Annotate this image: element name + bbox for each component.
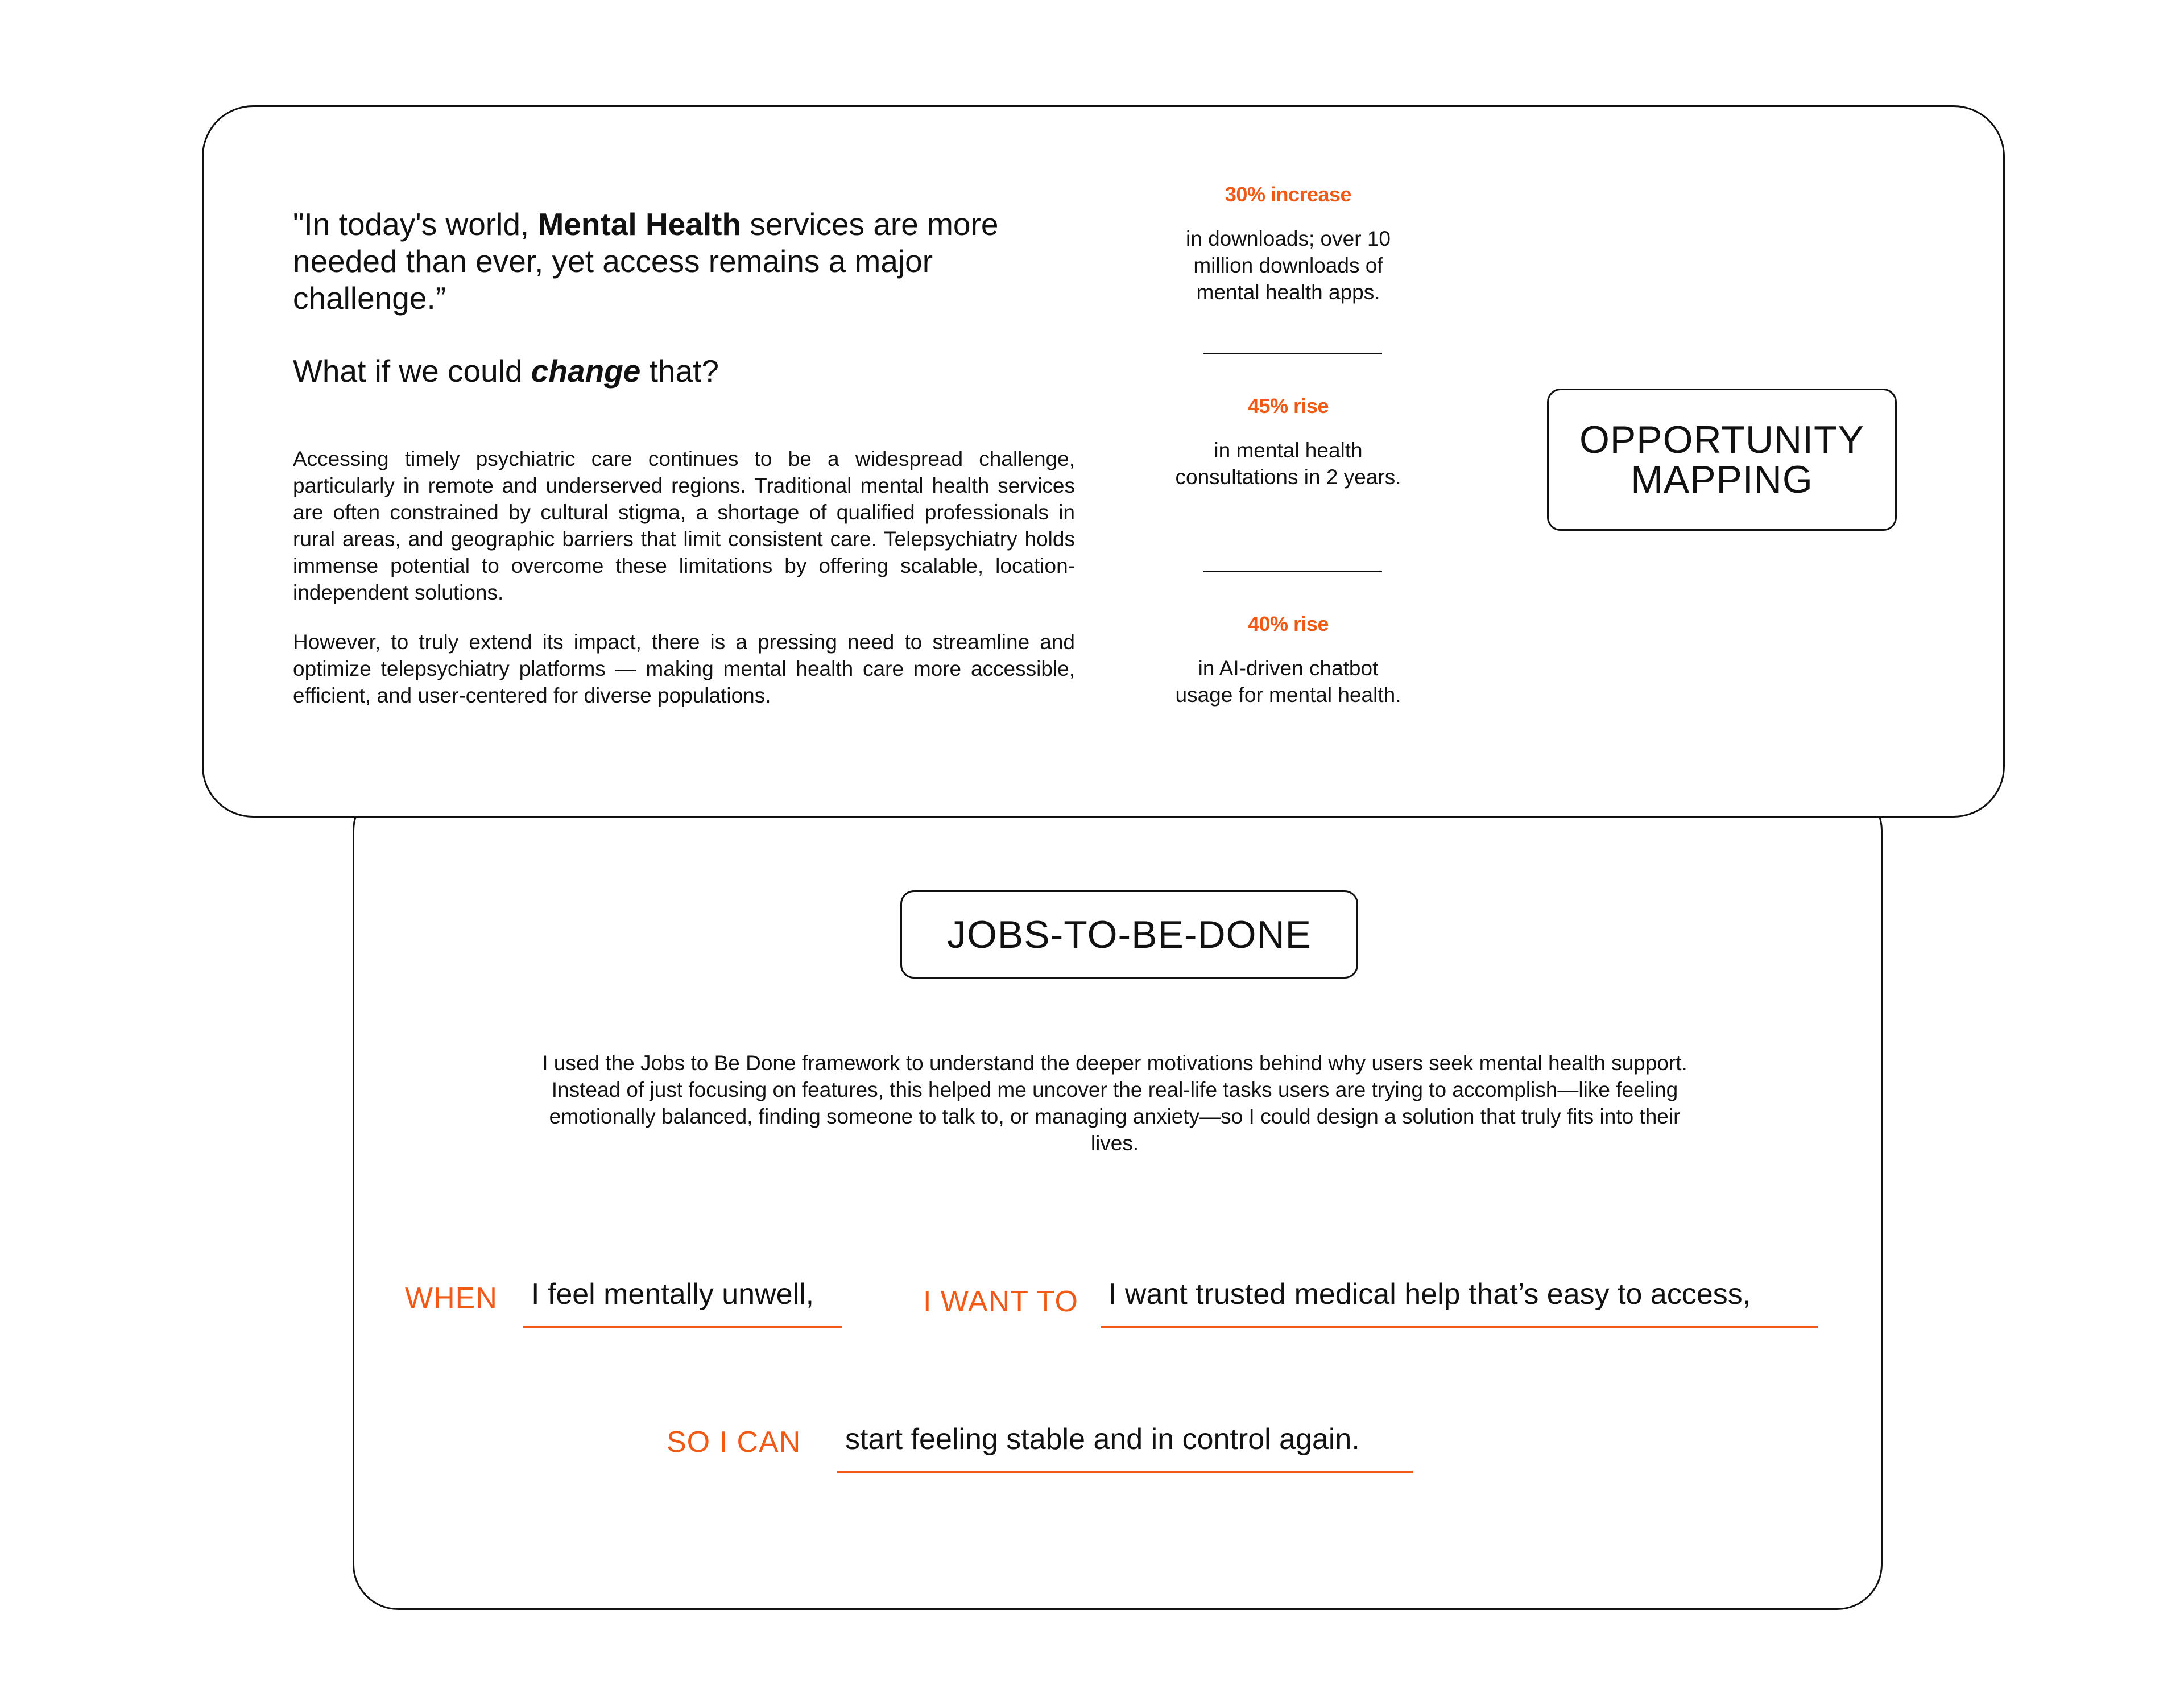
stat-divider <box>1203 571 1382 572</box>
quote-tail: services are more needed than ever, yet access remains a major challenge.” <box>293 207 999 316</box>
question-lead: What if we could <box>293 353 531 389</box>
opportunity-mapping-label: OPPORTUNITY MAPPING <box>1579 418 1864 501</box>
so-i-can-statement: start feeling stable and in control again. <box>837 1422 1413 1473</box>
quote-lead: "In today's world, <box>293 207 538 242</box>
intro-paragraph-2: However, to truly extend its impact, there is a pressing need to streamline and optimize telepsychiatry platforms — making mental health care more accessible, efficient, and user-centered for diverse populations. <box>293 630 1075 707</box>
jtbd-description: I used the Jobs to Be Done framework to understand the deeper motivations behind why users seek mental health support. Instead of just focusing on features, this helped me uncover the real-life tasks users are trying to accomplish—like feeling emotionally balanced, finding someone to talk to, or managing anxiety—so I could design a solution that truly fits into their lives. <box>542 1051 1687 1155</box>
stat-description: in downloads; over 10 million downloads of mental health apps. <box>1186 227 1391 304</box>
stat-description: in AI-driven chatbot usage for mental health. <box>1175 657 1401 707</box>
intro-question <box>293 353 719 390</box>
question-emphasis: change <box>531 353 641 389</box>
jtbd-title-label: JOBS-TO-BE-DONE <box>947 913 1312 956</box>
stat-consultations <box>1169 394 1408 490</box>
stat-headline: 45% rise <box>1247 394 1329 418</box>
quote-emphasis: Mental Health <box>537 207 742 242</box>
want-label: I WANT TO <box>923 1285 1078 1318</box>
stat-description: in mental health consultations in 2 years. <box>1175 439 1401 489</box>
stat-downloads <box>1169 182 1408 305</box>
when-statement: I feel mentally unwell, <box>523 1277 842 1328</box>
stat-headline: 40% rise <box>1247 612 1329 635</box>
so-i-can-label: SO I CAN <box>667 1426 801 1459</box>
intro-quote <box>293 206 1055 317</box>
want-statement: I want trusted medical help that’s easy to access, <box>1101 1277 1818 1328</box>
stat-headline: 30% increase <box>1225 183 1352 206</box>
stat-chatbot <box>1169 612 1408 708</box>
opportunity-mapping-title <box>1547 389 1897 531</box>
when-label: WHEN <box>405 1282 498 1315</box>
question-tail: that? <box>640 353 719 389</box>
stat-divider <box>1203 353 1382 354</box>
intro-paragraph-1: Accessing timely psychiatric care continues to be a widespread challenge, particularly in remote and underserved regions. Traditional mental health services are often constrained by cultural stigma, a shortage of qualified professionals in rural areas, and geographic barriers that limit consistent care. Telepsychiatry holds immense potential to overcome these limitations by offering scalable, location-independent solutions. <box>293 447 1075 604</box>
jtbd-title <box>900 890 1358 979</box>
